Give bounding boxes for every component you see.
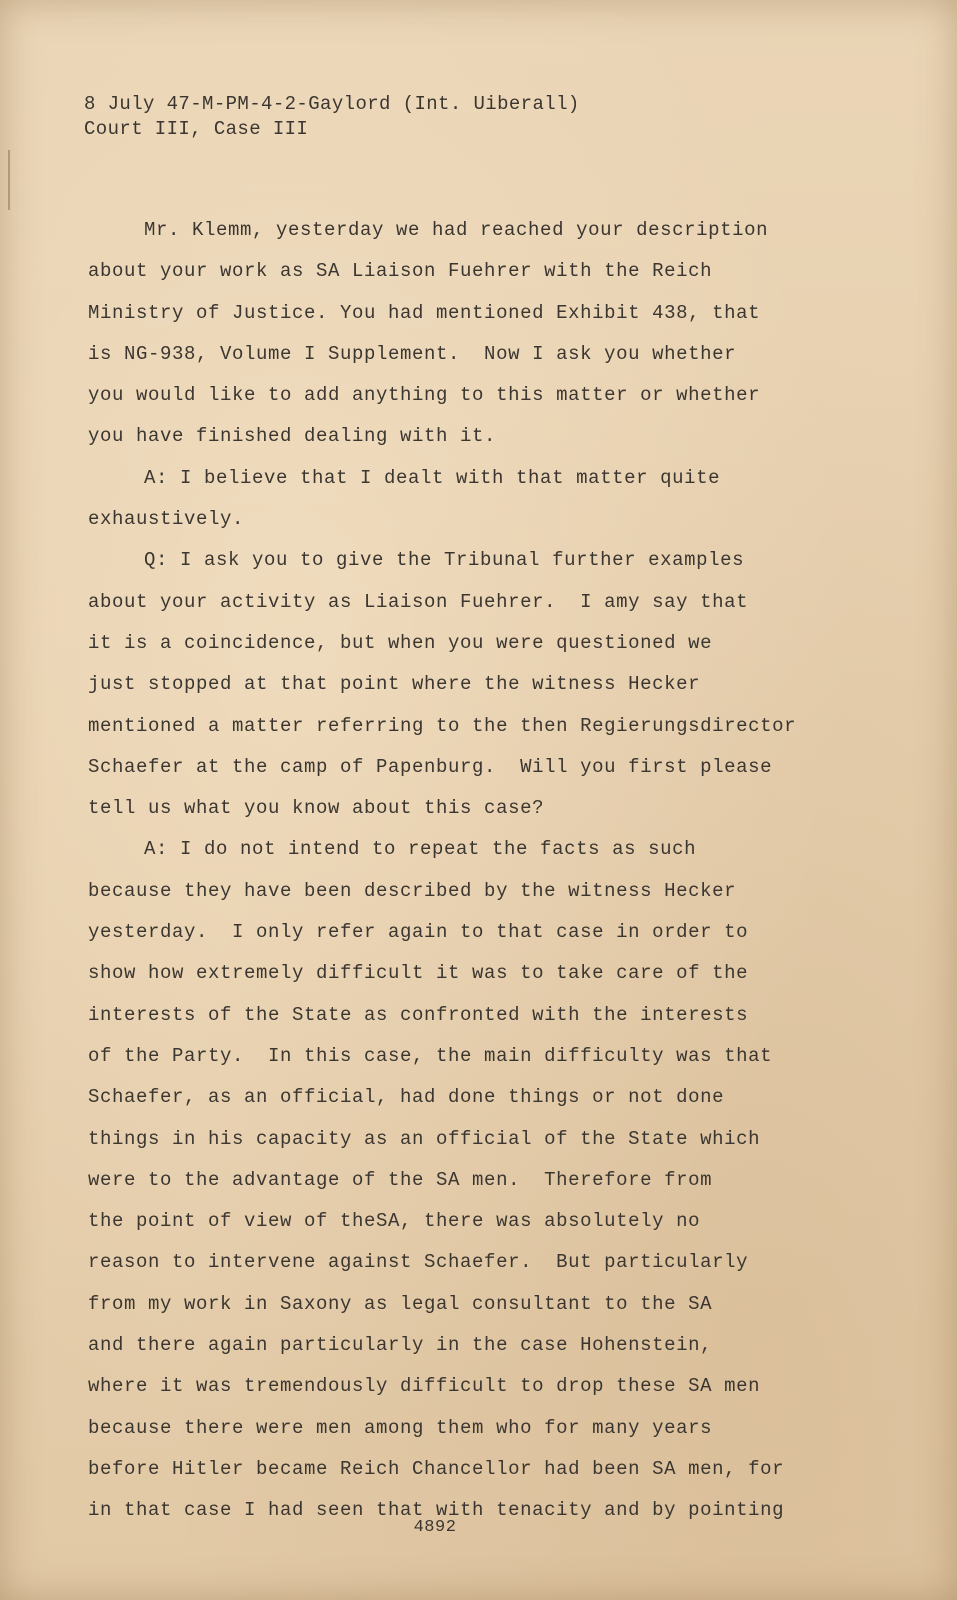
page-number: 4892 <box>413 1518 457 1537</box>
transcript-line: tell us what you know about this case? <box>88 797 545 820</box>
transcript-line: about your work as SA Liaison Fuehrer with the Reich <box>88 260 713 283</box>
transcript-line: interests of the State as confronted with the interests <box>88 1003 749 1026</box>
transcript-line: exhaustively. <box>88 508 245 531</box>
transcript-line: just stopped at that point where the witness Hecker <box>88 673 701 696</box>
transcript-line: yesterday. I only refer again to that case in order to <box>88 921 749 944</box>
header-line-2: Court III, Case III <box>84 118 309 140</box>
transcript-line: were to the advantage of the SA men. Therefore from <box>88 1168 713 1191</box>
transcript-line: of the Party. In this case, the main difficulty was that <box>88 1044 773 1067</box>
transcript-line: where it was tremendously difficult to drop these SA men <box>88 1375 761 1398</box>
margin-mark <box>8 150 10 210</box>
transcript-line: Q: I ask you to give the Tribunal further examples <box>144 549 745 572</box>
transcript-line: you have finished dealing with it. <box>88 425 497 448</box>
transcript-line: Schaefer at the camp of Papenburg. Will you first please <box>88 755 773 778</box>
document-header <box>84 92 580 142</box>
transcript-line: reason to intervene against Schaefer. But particularly <box>88 1251 749 1274</box>
transcript-line: A: I do not intend to repeat the facts as such <box>144 838 697 861</box>
transcript-line: the point of view of theSA, there was absolutely no <box>88 1210 701 1233</box>
transcript-line: A: I believe that I dealt with that matter quite <box>144 466 721 489</box>
transcript-line: and there again particularly in the case Hohenstein, <box>88 1334 713 1357</box>
transcript-line: you would like to add anything to this matter or whether <box>88 384 761 407</box>
transcript-line: from my work in Saxony as legal consultant to the SA <box>88 1292 713 1315</box>
transcript-line: is NG-938, Volume I Supplement. Now I ask you whether <box>88 342 737 365</box>
transcript-line: Schaefer, as an official, had done things or not done <box>88 1086 725 1109</box>
transcript-line: before Hitler became Reich Chancellor had been SA men, for <box>88 1457 785 1480</box>
transcript-line: about your activity as Liaison Fuehrer. I amy say that <box>88 590 749 613</box>
transcript-line: because they have been described by the witness Hecker <box>88 879 737 902</box>
transcript-line: Mr. Klemm, yesterday we had reached your description <box>144 219 769 241</box>
transcript-body <box>88 210 908 1532</box>
transcript-line: because there were men among them who for many years <box>88 1416 713 1439</box>
transcript-line: it is a coincidence, but when you were questioned we <box>88 631 713 654</box>
transcript-line: in that case I had seen that with tenacity and by pointing <box>88 1499 785 1522</box>
transcript-line: Ministry of Justice. You had mentioned Exhibit 438, that <box>88 301 761 324</box>
transcript-line: things in his capacity as an official of the State which <box>88 1127 761 1150</box>
transcript-line: mentioned a matter referring to the then Regierungsdirector <box>88 714 797 737</box>
header-line-1: 8 July 47-M-PM-4-2-Gaylord (Int. Uiberall) <box>84 93 580 115</box>
transcript-line: show how extremely difficult it was to take care of the <box>88 962 749 985</box>
